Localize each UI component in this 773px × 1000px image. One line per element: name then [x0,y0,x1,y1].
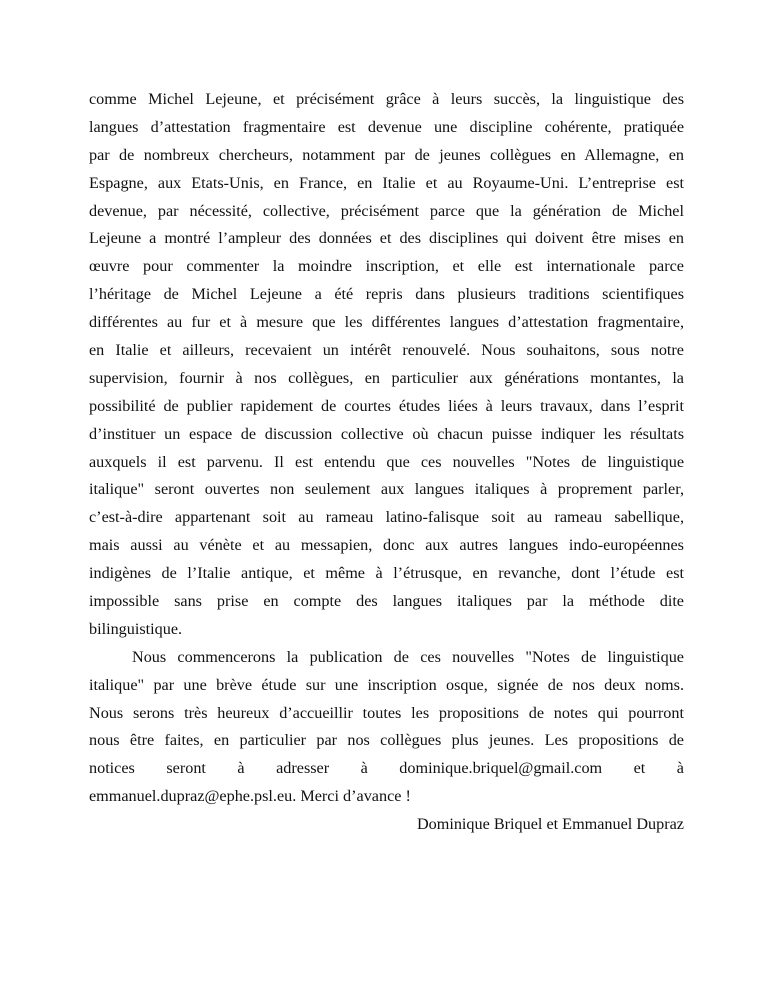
text-line: possibilité de publier rapidement de courtes études liées à leurs travaux, dans l’esprit [89,396,684,415]
text-line: Espagne, aux Etats-Unis, en France, en Italie et au Royaume-Uni. L’entreprise est [89,173,684,192]
text-line: différentes au fur et à mesure que les différentes langues d’attestation fragmentaire, [89,313,684,332]
text-line: bilinguistique. [89,619,183,638]
text-line: l’héritage de Michel Lejeune a été repris dans plusieurs traditions scientifiques [89,285,684,304]
text-line: c’est-à-dire appartenant soit au rameau latino-falisque soit au rameau sabellique, [89,508,684,527]
text-line: impossible sans prise en compte des langues italiques par la méthode dite [89,592,684,611]
text-line: Nous serons très heureux d’accueillir toutes les propositions de notes qui pourront [89,703,684,722]
signature: Dominique Briquel et Emmanuel Dupraz [416,815,684,834]
text-line: emmanuel.dupraz@ephe.psl.eu. Merci d’avance ! [89,787,411,806]
text-line: mais aussi au vénète et au messapien, donc aux autres langues indo-européennes [89,536,684,555]
text-line: italique" seront ouvertes non seulement aux langues italiques à proprement parler, [89,480,684,499]
text-line: œuvre pour commenter la moindre inscription, et elle est internationale parce [89,257,684,276]
text-line: auxquels il est parvenu. Il est entendu que ces nouvelles "Notes de linguistique [89,452,684,471]
paragraph-2 [89,644,684,811]
text-line: langues d’attestation fragmentaire est devenue une discipline cohérente, pratiquée [89,117,684,136]
text-line: Nous commencerons la publication de ces nouvelles "Notes de linguistique [132,647,684,666]
text-line: italique" par une brève étude sur une inscription osque, signée de nos deux noms. [89,675,684,694]
text-line: en Italie et ailleurs, recevaient un intérêt renouvelé. Nous souhaitons, sous notre [89,341,684,360]
text-line: comme Michel Lejeune, et précisément grâce à leurs succès, la linguistique des [89,90,684,108]
paragraph-1 [89,86,684,644]
document-page [89,86,684,839]
text-line: d’instituer un espace de discussion collective où chacun puisse indiquer les résultats [89,424,684,443]
text-line: nous être faites, en particulier par nos collègues plus jeunes. Les propositions de [89,731,684,750]
text-line: supervision, fournir à nos collègues, en particulier aux générations montantes, la [89,368,684,387]
text-line: indigènes de l’Italie antique, et même à l’étrusque, en revanche, dont l’étude est [89,564,684,583]
text-line: notices seront à adresser à dominique.briquel@gmail.com et à [89,759,684,778]
text-line: devenue, par nécessité, collective, précisément parce que la génération de Michel [89,201,684,220]
text-line: Lejeune a montré l’ampleur des données et des disciplines qui doivent être mises en [89,229,684,248]
text-line: par de nombreux chercheurs, notamment par de jeunes collègues en Allemagne, en [89,145,684,164]
